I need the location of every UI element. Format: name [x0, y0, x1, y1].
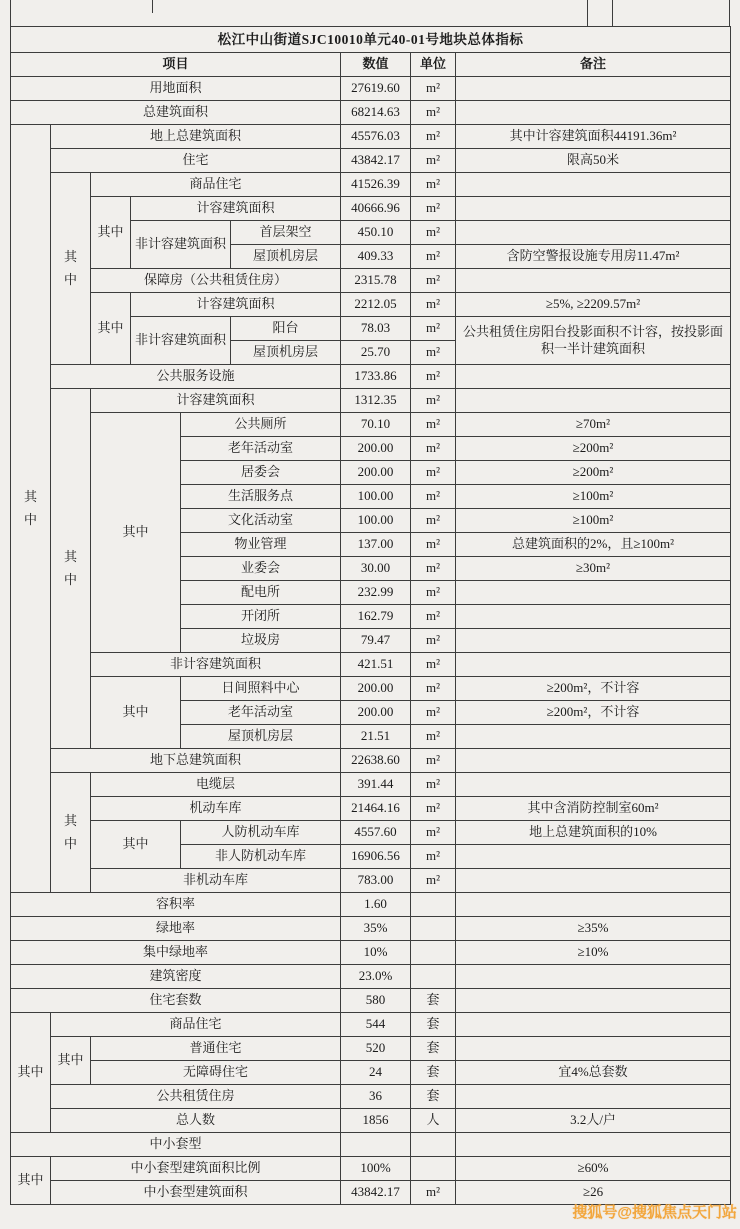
table-row	[11, 677, 731, 701]
table-row	[11, 1109, 731, 1133]
table-cell: 其中	[51, 1037, 91, 1085]
table-cell: 43842.17	[341, 1181, 411, 1205]
table-cell: ≥100m²	[456, 509, 731, 533]
table-cell	[456, 845, 731, 869]
table-fragment-line	[587, 0, 588, 26]
table-cell: 其中	[91, 197, 131, 269]
table-cell: m²	[411, 629, 456, 653]
table-cell: 100.00	[341, 485, 411, 509]
table-row	[11, 1085, 731, 1109]
table-row	[11, 869, 731, 893]
table-cell: m²	[411, 437, 456, 461]
table-cell: 421.51	[341, 653, 411, 677]
table-cell: 套	[411, 1013, 456, 1037]
table-cell	[456, 197, 731, 221]
table-cell: 其中	[51, 389, 91, 749]
table-cell: 地下总建筑面积	[51, 749, 341, 773]
table-cell: 文化活动室	[181, 509, 341, 533]
table-cell: 总人数	[51, 1109, 341, 1133]
table-row	[11, 77, 731, 101]
table-cell: ≥100m²	[456, 485, 731, 509]
table-cell: 其中计容建筑面积44191.36m²	[456, 125, 731, 149]
table-cell: 非计容建筑面积	[91, 653, 341, 677]
table-cell: 垃圾房	[181, 629, 341, 653]
table-cell	[456, 629, 731, 653]
table-cell: 520	[341, 1037, 411, 1061]
table-cell: 162.79	[341, 605, 411, 629]
table-cell: 住宅套数	[11, 989, 341, 1013]
table-row	[11, 797, 731, 821]
table-cell: 日间照料中心	[181, 677, 341, 701]
table-cell: 非计容建筑面积	[131, 317, 231, 365]
table-cell	[411, 893, 456, 917]
table-cell	[456, 1085, 731, 1109]
table-cell: ≥200m²	[456, 437, 731, 461]
table-cell: 公共服务设施	[51, 365, 341, 389]
column-header-cell: 数值	[341, 53, 411, 77]
table-cell: 4557.60	[341, 821, 411, 845]
table-cell: 100.00	[341, 509, 411, 533]
table-cell: m²	[411, 749, 456, 773]
table-cell: 79.47	[341, 629, 411, 653]
table-cell	[456, 749, 731, 773]
table-cell: m²	[411, 1181, 456, 1205]
table-cell: 100%	[341, 1157, 411, 1181]
table-cell: m²	[411, 317, 456, 341]
table-row	[11, 1037, 731, 1061]
table-cell: 450.10	[341, 221, 411, 245]
table-cell: 2212.05	[341, 293, 411, 317]
table-cell: 23.0%	[341, 965, 411, 989]
table-cell: ≥60%	[456, 1157, 731, 1181]
table-cell: m²	[411, 845, 456, 869]
table-cell	[456, 365, 731, 389]
table-left-edge-fragment	[10, 0, 11, 26]
table-cell	[456, 101, 731, 125]
table-cell	[456, 653, 731, 677]
table-cell: 68214.63	[341, 101, 411, 125]
table-cell	[456, 221, 731, 245]
table-cell: m²	[411, 173, 456, 197]
column-header-cell: 项目	[11, 53, 341, 77]
table-cell: 地上总建筑面积	[51, 125, 341, 149]
table-cell: 43842.17	[341, 149, 411, 173]
table-cell	[456, 389, 731, 413]
table-cell: 391.44	[341, 773, 411, 797]
table-row	[11, 269, 731, 293]
table-cell: 其中	[11, 125, 51, 893]
table-cell: 电缆层	[91, 773, 341, 797]
table-cell: 78.03	[341, 317, 411, 341]
table-cell: 居委会	[181, 461, 341, 485]
table-cell: 中小套型建筑面积比例	[51, 1157, 341, 1181]
table-cell	[456, 581, 731, 605]
table-cell: 普通住宅	[91, 1037, 341, 1061]
table-cell	[456, 1133, 731, 1157]
table-cell: 屋顶机房层	[231, 245, 341, 269]
table-cell: ≥200m²，不计容	[456, 701, 731, 725]
watermark: 搜狐号@搜狐焦点天门站	[572, 1204, 737, 1221]
table-cell: 老年活动室	[181, 701, 341, 725]
table-row	[11, 821, 731, 845]
table-row	[11, 1061, 731, 1085]
table-cell	[456, 989, 731, 1013]
table-cell	[411, 941, 456, 965]
table-cell: 保障房（公共租赁住房）	[91, 269, 341, 293]
table-cell: m²	[411, 509, 456, 533]
table-cell: 生活服务点	[181, 485, 341, 509]
table-cell: 业委会	[181, 557, 341, 581]
table-row	[11, 101, 731, 125]
table-fragment-line	[152, 0, 153, 13]
table-cell: m²	[411, 269, 456, 293]
table-cell: 1733.86	[341, 365, 411, 389]
table-cell	[456, 269, 731, 293]
table-cell: 3.2人/户	[456, 1109, 731, 1133]
table-cell	[456, 1013, 731, 1037]
table-cell: 非人防机动车库	[181, 845, 341, 869]
table-row	[11, 749, 731, 773]
column-header-cell: 单位	[411, 53, 456, 77]
table-cell: 限高50米	[456, 149, 731, 173]
table-cell: m²	[411, 461, 456, 485]
table-cell: 40666.96	[341, 197, 411, 221]
table-cell: 其中	[11, 1157, 51, 1205]
table-row	[11, 965, 731, 989]
table-cell: 其中	[11, 1013, 51, 1133]
table-cell: m²	[411, 653, 456, 677]
table-cell: 409.33	[341, 245, 411, 269]
table-cell: m²	[411, 533, 456, 557]
table-cell: 200.00	[341, 461, 411, 485]
table-cell	[456, 893, 731, 917]
table-cell: 绿地率	[11, 917, 341, 941]
table-cell: 22638.60	[341, 749, 411, 773]
table-row	[11, 389, 731, 413]
table-row	[11, 1157, 731, 1181]
table-cell: ≥70m²	[456, 413, 731, 437]
table-cell	[456, 605, 731, 629]
table-cell: 总建筑面积的2%，且≥100m²	[456, 533, 731, 557]
table-cell: 套	[411, 1085, 456, 1109]
table-row	[11, 125, 731, 149]
table-cell	[411, 1133, 456, 1157]
table-row	[11, 917, 731, 941]
table-cell: 1.60	[341, 893, 411, 917]
table-cell: m²	[411, 125, 456, 149]
table-cell: m²	[411, 221, 456, 245]
table-cell: 老年活动室	[181, 437, 341, 461]
table-cell: 物业管理	[181, 533, 341, 557]
table-cell: 商品住宅	[51, 1013, 341, 1037]
table-cell: 建筑密度	[11, 965, 341, 989]
table-row	[11, 413, 731, 437]
table-cell: 总建筑面积	[11, 101, 341, 125]
table-cell: 其中	[91, 413, 181, 653]
table-cell	[411, 917, 456, 941]
table-cell: m²	[411, 797, 456, 821]
table-row	[11, 365, 731, 389]
table-cell: m²	[411, 725, 456, 749]
table-cell: m²	[411, 197, 456, 221]
table-title: 松江中山街道SJC10010单元40-01号地块总体指标	[11, 27, 731, 53]
table-cell	[456, 725, 731, 749]
table-cell: m²	[411, 485, 456, 509]
table-cell: 宜4%总套数	[456, 1061, 731, 1085]
table-cell: 配电所	[181, 581, 341, 605]
table-cell: 其中	[91, 293, 131, 365]
table-cell: 公共租赁住房阳台投影面积不计容，按投影面积一半计建筑面积	[456, 317, 731, 365]
table-row	[11, 173, 731, 197]
table-cell: m²	[411, 605, 456, 629]
table-cell: 集中绿地率	[11, 941, 341, 965]
table-row	[11, 27, 731, 53]
table-cell: 783.00	[341, 869, 411, 893]
table-cell: 35%	[341, 917, 411, 941]
table-cell: 地上总建筑面积的10%	[456, 821, 731, 845]
table-cell: 中小套型建筑面积	[51, 1181, 341, 1205]
table-row	[11, 1013, 731, 1037]
table-right-edge-fragment	[729, 0, 730, 26]
table-row	[11, 149, 731, 173]
table-cell: 阳台	[231, 317, 341, 341]
table-cell: 544	[341, 1013, 411, 1037]
table-cell: 人	[411, 1109, 456, 1133]
table-cell: 21464.16	[341, 797, 411, 821]
table-cell: 30.00	[341, 557, 411, 581]
table-cell: 2315.78	[341, 269, 411, 293]
table-fragment-line	[612, 0, 613, 26]
table-cell: 27619.60	[341, 77, 411, 101]
table-row	[11, 293, 731, 317]
table-cell: 非计容建筑面积	[131, 221, 231, 269]
table-cell: m²	[411, 245, 456, 269]
table-cell: 1312.35	[341, 389, 411, 413]
table-cell: 非机动车库	[91, 869, 341, 893]
table-row	[11, 893, 731, 917]
table-cell: 其中含消防控制室60m²	[456, 797, 731, 821]
table-cell: 容积率	[11, 893, 341, 917]
table-cell: ≥200m²，不计容	[456, 677, 731, 701]
table-cell: 其中	[91, 821, 181, 869]
table-cell: 45576.03	[341, 125, 411, 149]
table-cell: 137.00	[341, 533, 411, 557]
table-cell: 16906.56	[341, 845, 411, 869]
table-cell	[456, 77, 731, 101]
table-cell: m²	[411, 869, 456, 893]
table-cell: 232.99	[341, 581, 411, 605]
table-cell: m²	[411, 101, 456, 125]
table-row	[11, 197, 731, 221]
table-cell	[456, 869, 731, 893]
table-cell	[456, 965, 731, 989]
table-cell: 机动车库	[91, 797, 341, 821]
table-cell: 其中	[91, 677, 181, 749]
table-cell: ≥26	[456, 1181, 731, 1205]
table-cell: 含防空警报设施专用房11.47m²	[456, 245, 731, 269]
table-cell: 无障碍住宅	[91, 1061, 341, 1085]
table-cell	[456, 1037, 731, 1061]
table-cell: ≥10%	[456, 941, 731, 965]
table-cell: 计容建筑面积	[131, 197, 341, 221]
table-cell: m²	[411, 389, 456, 413]
table-cell	[411, 965, 456, 989]
column-header-cell: 备注	[456, 53, 731, 77]
table-cell: 屋顶机房层	[181, 725, 341, 749]
table-cell: ≥35%	[456, 917, 731, 941]
table-cell: ≥30m²	[456, 557, 731, 581]
table-cell: m²	[411, 293, 456, 317]
table-cell: 计容建筑面积	[91, 389, 341, 413]
table-cell: m²	[411, 341, 456, 365]
table-cell: m²	[411, 677, 456, 701]
table-cell: 中小套型	[11, 1133, 341, 1157]
table-row	[11, 941, 731, 965]
table-cell: 200.00	[341, 701, 411, 725]
table-cell: ≥5%, ≥2209.57m²	[456, 293, 731, 317]
table-cell: ≥200m²	[456, 461, 731, 485]
table-cell: 公共厕所	[181, 413, 341, 437]
table-row	[11, 989, 731, 1013]
table-cell: 200.00	[341, 677, 411, 701]
table-cell: 36	[341, 1085, 411, 1109]
table-cell: m²	[411, 701, 456, 725]
table-cell: 商品住宅	[91, 173, 341, 197]
table-cell: 开闭所	[181, 605, 341, 629]
table-cell: 屋顶机房层	[231, 341, 341, 365]
table-row	[11, 53, 731, 77]
table-cell: 1856	[341, 1109, 411, 1133]
table-cell: m²	[411, 413, 456, 437]
table-cell: 25.70	[341, 341, 411, 365]
table-cell: m²	[411, 821, 456, 845]
table-cell: 21.51	[341, 725, 411, 749]
table-cell: m²	[411, 365, 456, 389]
table-cell: 首层架空	[231, 221, 341, 245]
table-cell	[411, 1157, 456, 1181]
table-row	[11, 773, 731, 797]
table-cell	[456, 173, 731, 197]
table-cell: 10%	[341, 941, 411, 965]
table-cell: 套	[411, 1061, 456, 1085]
table-cell: m²	[411, 581, 456, 605]
table-cell: 公共租赁住房	[51, 1085, 341, 1109]
table-cell: m²	[411, 773, 456, 797]
table-cell: 41526.39	[341, 173, 411, 197]
table-cell: 24	[341, 1061, 411, 1085]
table-row	[11, 1133, 731, 1157]
table-cell	[341, 1133, 411, 1157]
table-cell: m²	[411, 557, 456, 581]
table-cell: 人防机动车库	[181, 821, 341, 845]
table-cell: m²	[411, 149, 456, 173]
table-cell: 其中	[51, 773, 91, 893]
table-body	[11, 27, 731, 1205]
table-cell: 用地面积	[11, 77, 341, 101]
table-cell: 其中	[51, 173, 91, 365]
table-cell: 580	[341, 989, 411, 1013]
table-cell: 200.00	[341, 437, 411, 461]
table-cell: m²	[411, 77, 456, 101]
table-cell: 计容建筑面积	[131, 293, 341, 317]
table-cell: 70.10	[341, 413, 411, 437]
indicators-table	[10, 26, 731, 1205]
table-cell: 住宅	[51, 149, 341, 173]
table-cell	[456, 773, 731, 797]
table-cell: 套	[411, 1037, 456, 1061]
table-cell: 套	[411, 989, 456, 1013]
table-row	[11, 653, 731, 677]
